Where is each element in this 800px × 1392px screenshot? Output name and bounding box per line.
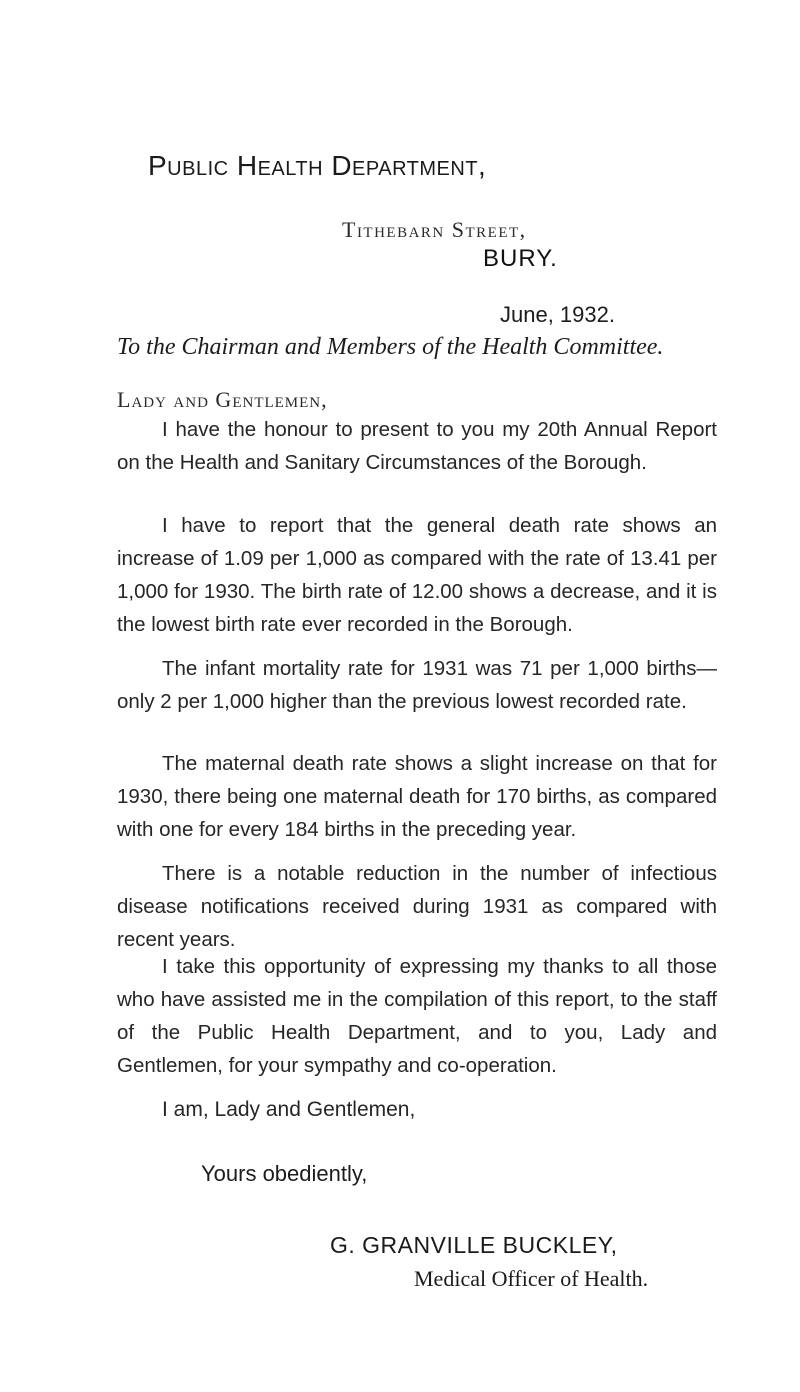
addressee-line: To the Chairman and Members of the Health Committee. bbox=[117, 334, 664, 360]
paragraph-thanks: I take this opportunity of expressing my thanks to all those who have assisted me in the compilation of this report, to the staff of the Public Health Department, and to you, Lady and Gentlemen, for your sympathy and co-operation. bbox=[117, 955, 717, 1077]
paragraph-maternal-death: The maternal death rate shows a slight increase on that for 1930, there being one maternal death for 170 births, as compared with one for every 184 births in the preceding year. bbox=[117, 752, 717, 841]
town-name: BURY. bbox=[483, 245, 558, 272]
signatory-role: Medical Officer of Health. bbox=[414, 1266, 649, 1291]
paragraph-infant-mortality: The infant mortality rate for 1931 was 71 per 1,000 births— only 2 per 1,000 higher than the previous lowest recorded rate. bbox=[117, 657, 717, 713]
signature-name: G. GRANVILLE BUCKLEY, bbox=[330, 1232, 618, 1258]
valediction: Yours obediently, bbox=[201, 1161, 368, 1186]
letter-date: June, 1932. bbox=[500, 302, 615, 327]
paragraph-infectious-disease: There is a notable reduction in the number of infectious disease notifications received during 1931 as compared with recent years. bbox=[117, 862, 717, 951]
closing-line: I am, Lady and Gentlemen, bbox=[162, 1098, 416, 1121]
salutation: Lady and Gentlemen, bbox=[117, 387, 328, 412]
street-address: Tithebarn Street, bbox=[342, 217, 527, 242]
paragraph-death-birth-rate: I have to report that the general death rate shows an increase of 1.09 per 1,000 as compared with the rate of 13.41 per 1,000 for 1930. The birth rate of 12.00 shows a decrease, and it is the lowest birth rate ever recorded in the Borough. bbox=[117, 514, 717, 636]
paragraph-report-intro: I have the honour to present to you my 20th Annual Report on the Health and Sanitary Circumstances of the Borough. bbox=[117, 418, 717, 474]
department-heading: Public Health Department, bbox=[148, 150, 487, 181]
